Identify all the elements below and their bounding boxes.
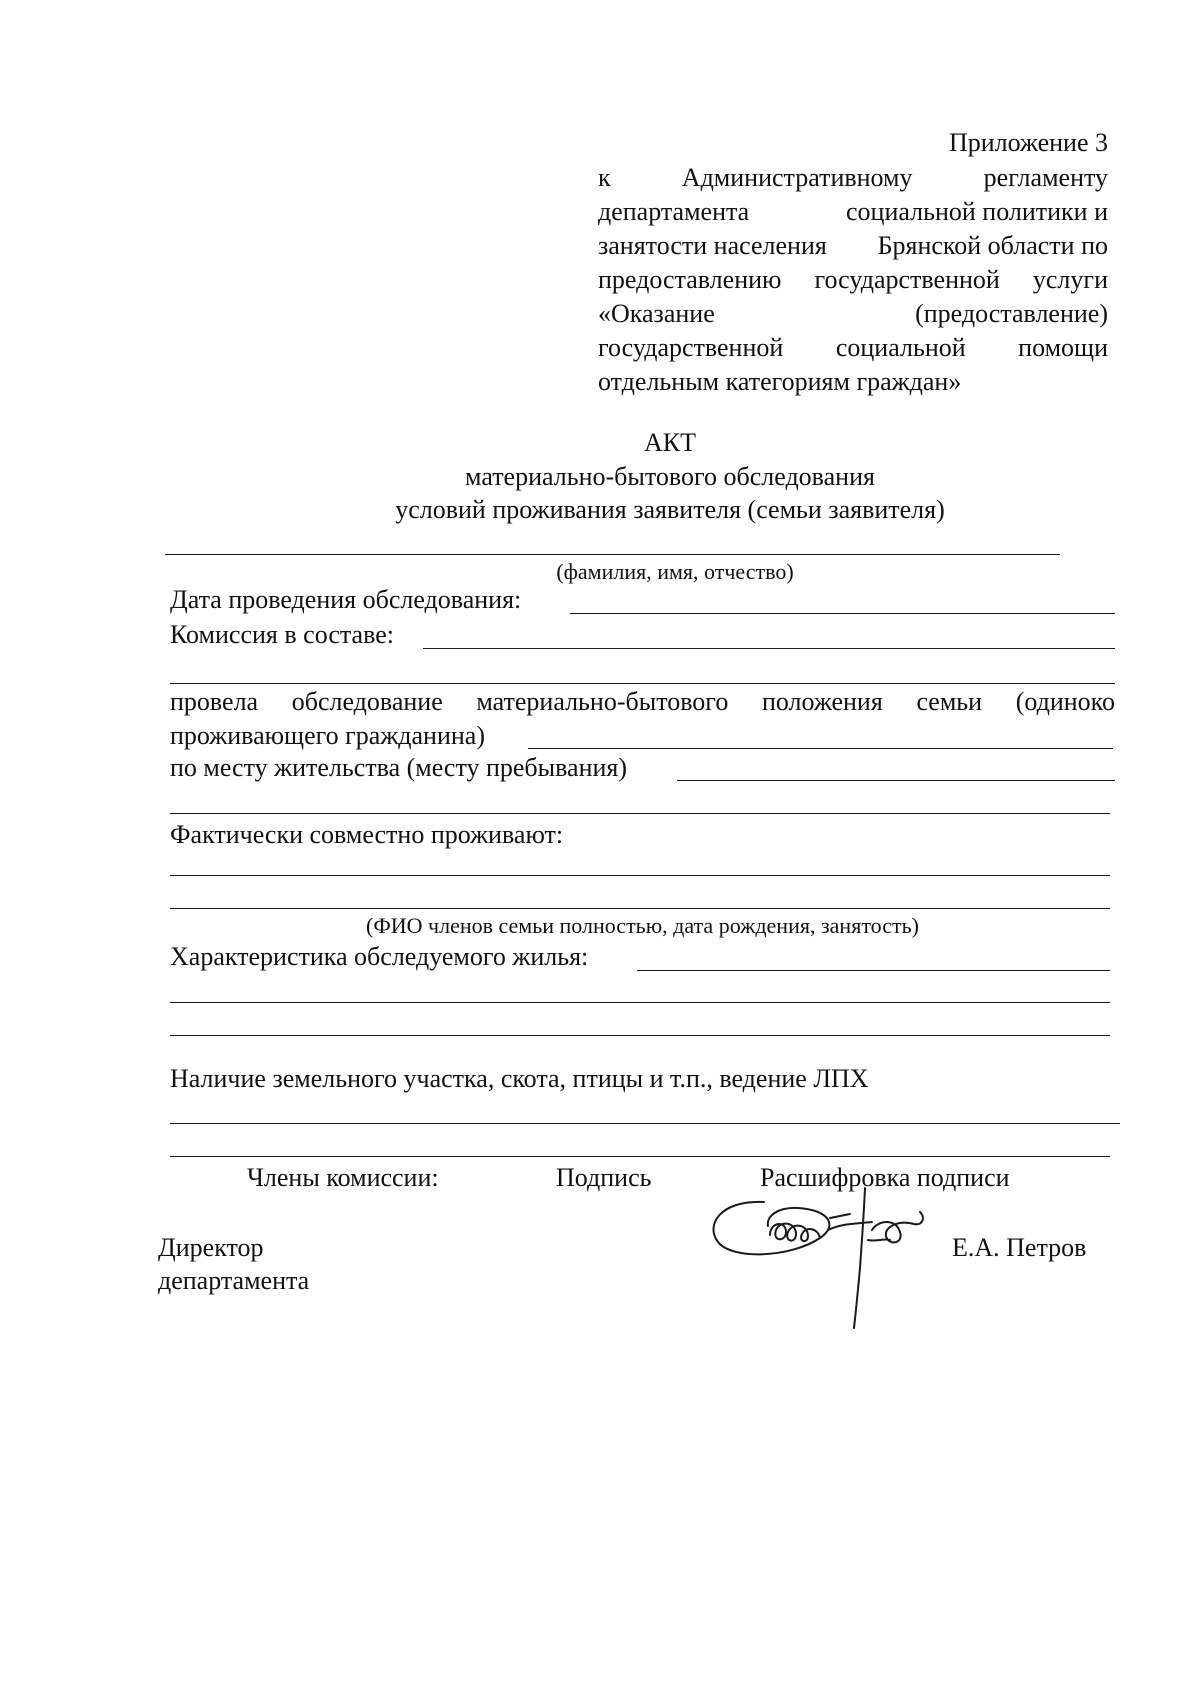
conducted-line-1 <box>170 687 1115 717</box>
header-line-3 <box>598 231 1108 261</box>
date-label: Дата проведения обследования: <box>170 585 522 614</box>
land-label: Наличие земельного участка, скота, птицы и т.п., ведение ЛПХ <box>170 1064 869 1093</box>
conducted-word: обследование <box>291 687 443 716</box>
conducted-line-2: проживающего гражданина) <box>170 721 485 750</box>
conducted-word: семьи <box>916 687 983 716</box>
commission-field[interactable] <box>423 648 1115 649</box>
document-title: АКТ <box>644 428 696 457</box>
handwritten-signature <box>700 1180 940 1330</box>
conducted-word: положения <box>761 687 883 716</box>
header-line-2 <box>598 197 1108 227</box>
col-signature-header: Подпись <box>556 1163 652 1192</box>
residence-field-2[interactable] <box>170 813 1110 814</box>
conducted-word: (одиноко <box>1015 687 1115 716</box>
header-word: (предоставление) <box>915 299 1108 328</box>
header-word: предоставлению <box>598 265 782 294</box>
col-members-header: Члены комиссии: <box>247 1163 439 1192</box>
land-field-1[interactable] <box>170 1123 1120 1124</box>
header-word: «Оказание <box>598 299 715 328</box>
header-line-1 <box>598 163 1108 193</box>
document-subtitle-1: материально-бытового обследования <box>465 462 875 491</box>
residence-field[interactable] <box>677 780 1115 781</box>
header-word: регламенту <box>983 163 1108 192</box>
col-decoding-header: Расшифровка подписи <box>760 1163 1010 1192</box>
cohabit-field-1[interactable] <box>170 875 1110 876</box>
fio-hint: (фамилия, имя, отчество) <box>556 559 794 584</box>
appendix-number: Приложение 3 <box>948 128 1108 157</box>
fio-line[interactable] <box>165 554 1060 555</box>
housing-field[interactable] <box>637 970 1110 971</box>
header-line-6 <box>598 333 1108 363</box>
signatory-name: Е.А. Петров <box>952 1233 1087 1262</box>
residence-label: по месту жительства (месту пребывания) <box>170 753 628 782</box>
header-word: департамента <box>598 197 750 226</box>
position-line-1: Директор <box>158 1233 264 1262</box>
header-line-4 <box>598 265 1108 295</box>
header-word: помощи <box>1018 333 1108 362</box>
housing-field-2[interactable] <box>170 1002 1110 1003</box>
housing-field-3[interactable] <box>170 1035 1110 1036</box>
header-word: государственной <box>598 333 784 362</box>
family-hint: (ФИО членов семьи полностью, дата рождения, занятость) <box>366 913 919 938</box>
header-word: Брянской области по <box>877 231 1108 260</box>
citizen-field[interactable] <box>528 748 1113 749</box>
position-line-2: департамента <box>158 1266 310 1295</box>
cohabit-label: Фактически совместно проживают: <box>170 820 564 849</box>
conducted-word: материально-бытового <box>476 687 729 716</box>
housing-label: Характеристика обследуемого жилья: <box>170 942 589 971</box>
cohabit-field-2[interactable] <box>170 908 1110 909</box>
header-line-5 <box>598 299 1108 329</box>
header-word: занятости населения <box>598 231 827 260</box>
date-field[interactable] <box>570 613 1115 614</box>
header-line-7: отдельным категориям граждан» <box>598 367 962 396</box>
header-word: государственной <box>814 265 1000 294</box>
commission-field-2[interactable] <box>170 683 1115 684</box>
land-field-2[interactable] <box>170 1156 1110 1157</box>
header-word: услуги <box>1032 265 1108 294</box>
commission-label: Комиссия в составе: <box>170 620 394 649</box>
header-word: социальной политики и <box>846 197 1108 226</box>
header-word: к <box>598 163 611 192</box>
document-subtitle-2: условий проживания заявителя (семьи заявителя) <box>395 495 945 524</box>
header-word: социальной <box>835 333 966 362</box>
conducted-word: провела <box>170 687 259 716</box>
header-word: Административному <box>681 163 913 192</box>
